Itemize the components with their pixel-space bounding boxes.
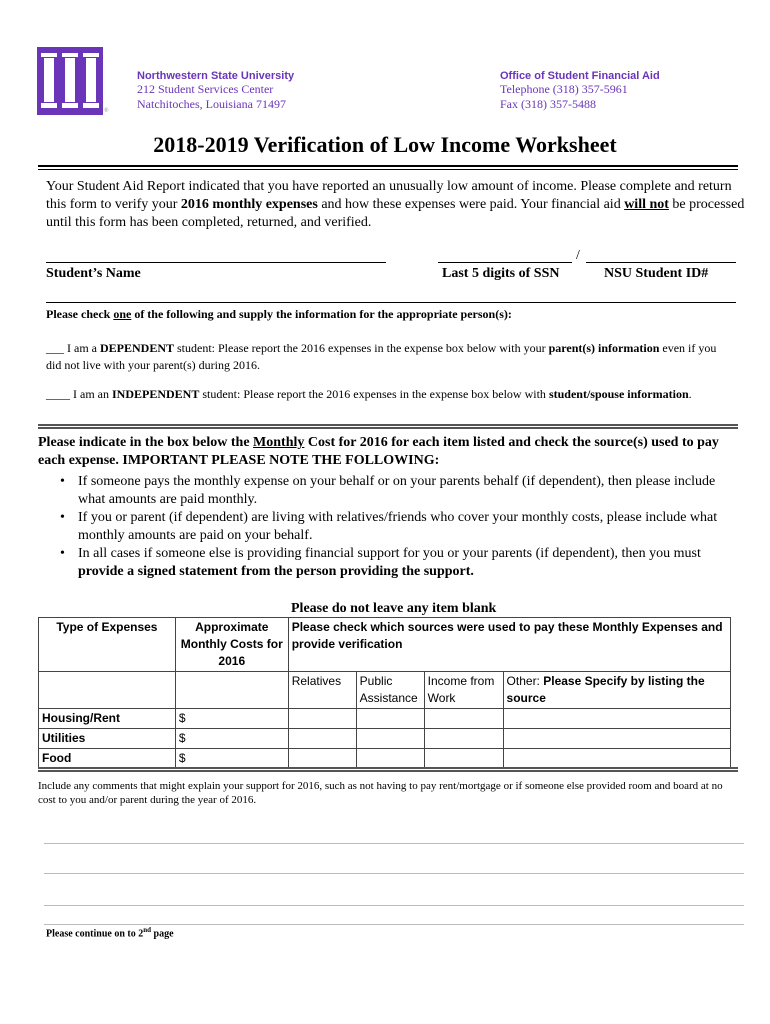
relatives-cell[interactable] <box>288 729 356 749</box>
telephone: Telephone (318) 357-5961 <box>500 82 628 96</box>
table-caption: Please do not leave any item blank <box>291 601 497 616</box>
income-cell[interactable] <box>424 709 503 729</box>
check-instruction: Please check one of the following and supply the information for the appropriate person(s): <box>46 307 512 321</box>
cost-cell[interactable]: $ <box>175 729 288 749</box>
public-cell[interactable] <box>356 709 424 729</box>
relatives-cell[interactable] <box>288 709 356 729</box>
income-cell[interactable] <box>424 729 503 749</box>
instructions-list <box>50 473 730 581</box>
table-row <box>39 749 731 769</box>
continue-note: Please continue on to 2nd page <box>46 926 174 940</box>
relatives-cell[interactable] <box>288 749 356 769</box>
table-row <box>39 729 731 749</box>
student-id-label: NSU Student ID# <box>604 266 709 281</box>
page-title: 2018-2019 Verification of Low Income Worksheet <box>153 132 617 157</box>
divider <box>46 302 736 303</box>
cost-cell[interactable]: $ <box>175 709 288 729</box>
income-cell[interactable] <box>424 749 503 769</box>
cost-cell[interactable]: $ <box>175 749 288 769</box>
divider <box>38 424 738 429</box>
divider <box>38 767 738 772</box>
comment-line[interactable] <box>44 843 744 844</box>
divider <box>38 165 738 170</box>
row-label: Housing/Rent <box>39 709 176 729</box>
university-name: Northwestern State University <box>137 70 295 82</box>
header-type: Type of Expenses <box>39 618 176 672</box>
other-cell[interactable] <box>503 749 730 769</box>
sub-relatives: Relatives <box>288 672 356 709</box>
dependent-option[interactable]: ___ I am a DEPENDENT student: Please report the 2016 expenses in the expense box below with your parent(s) information even if you did not live with your parent(s) during 2016. <box>46 341 717 372</box>
comments-prompt: Include any comments that might explain your support for 2016, such as not having to pay rent/mortgage or if someone else provided room and board at no cost to you and/or parent during the year of 2016. <box>38 780 723 806</box>
sub-income-work: Income from Work <box>424 672 503 709</box>
bullet-item: • In all cases if someone else is providing financial support for you or your parents (if dependent), then you must provide a signed statement from the person providing the support. <box>50 545 730 581</box>
comment-line[interactable] <box>44 905 744 906</box>
university-logo <box>37 47 103 115</box>
comment-line[interactable] <box>44 924 744 925</box>
bullet-item: • If you or parent (if dependent) are living with relatives/friends who cover your monthly costs, please include what monthly amounts are paid on your behalf. <box>50 509 730 545</box>
registered-mark: ® <box>104 108 109 114</box>
row-label: Food <box>39 749 176 769</box>
expense-table <box>38 617 731 769</box>
other-cell[interactable] <box>503 709 730 729</box>
office-name: Office of Student Financial Aid <box>500 70 660 82</box>
bullet-item: • If someone pays the monthly expense on your behalf or on your parents behalf (if dependent), then please include what amounts are paid monthly. <box>50 473 730 509</box>
fax: Fax (318) 357-5488 <box>500 97 596 111</box>
other-cell[interactable] <box>503 729 730 749</box>
address-line-1: 212 Student Services Center <box>137 82 274 96</box>
address-line-2: Natchitoches, Louisiana 71497 <box>137 97 286 111</box>
student-name-label: Student’s Name <box>46 266 141 281</box>
ssn-label: Last 5 digits of SSN <box>442 266 560 281</box>
office-contact <box>500 70 660 112</box>
columns-icon <box>37 47 103 115</box>
student-name-line[interactable] <box>46 262 386 263</box>
ssn-line[interactable] <box>438 262 572 263</box>
slash: / <box>576 248 580 263</box>
independent-option[interactable]: ____ I am an INDEPENDENT student: Please report the 2016 expenses in the expense box below with student/spouse information. <box>46 387 692 401</box>
table-row <box>39 709 731 729</box>
student-id-line[interactable] <box>586 262 736 263</box>
row-label: Utilities <box>39 729 176 749</box>
public-cell[interactable] <box>356 749 424 769</box>
public-cell[interactable] <box>356 729 424 749</box>
header-sources: Please check which sources were used to pay these Monthly Expenses and provide verification <box>288 618 730 672</box>
intro-paragraph: Your Student Aid Report indicated that you have reported an unusually low amount of income. Please complete and return this form to verify your 2016 monthly expenses and how these expenses were paid. Your financial aid will not be processed until this form has been completed, returned, and verified. <box>46 179 745 230</box>
university-address <box>137 70 294 112</box>
comment-line[interactable] <box>44 873 744 874</box>
header-cost: Approximate Monthly Costs for 2016 <box>175 618 288 672</box>
sub-public-assistance: Public Assistance <box>356 672 424 709</box>
sub-other: Other: Please Specify by listing the source <box>503 672 730 709</box>
instructions-heading: Please indicate in the box below the Monthly Cost for 2016 for each item listed and check the source(s) used to pay each expense. IMPORTANT PLEASE NOTE THE FOLLOWING: <box>38 435 719 468</box>
